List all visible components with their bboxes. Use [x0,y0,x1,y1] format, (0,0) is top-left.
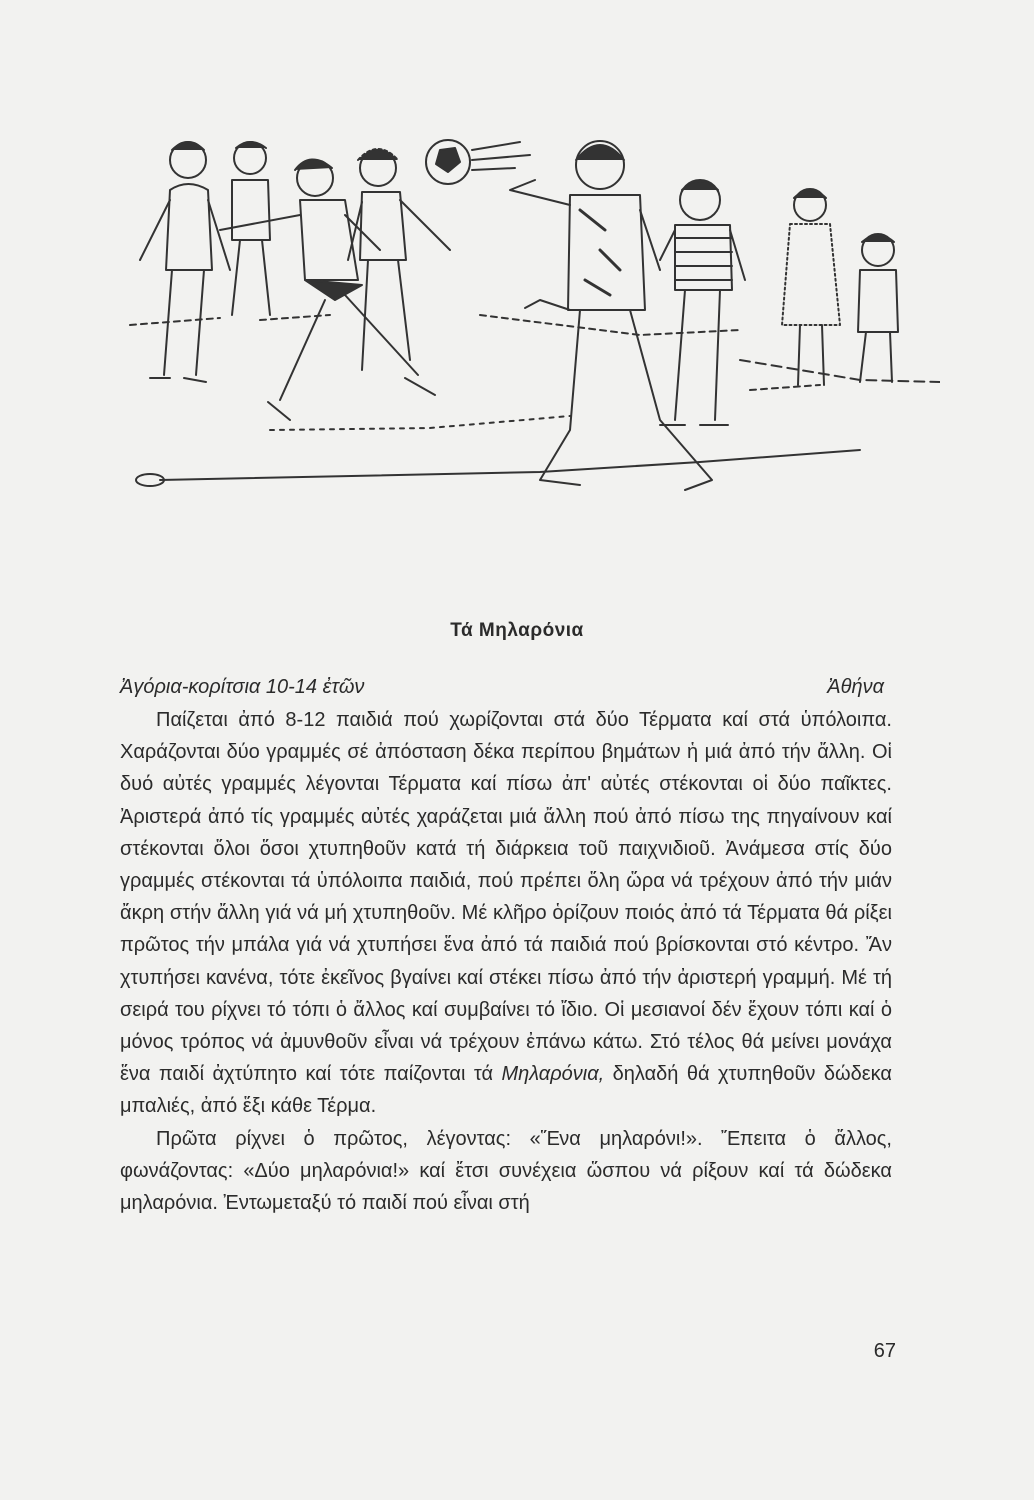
place-label: Ἀθήνα [827,676,884,698]
paragraph-1-emphasis: Μηλαρόνια, [501,1063,605,1086]
children-playing-ball-illustration [100,120,940,540]
paragraph-2: Πρῶτα ρίχνει ὁ πρῶτος, λέγοντας: «Ἕνα μηλαρόνι!». Ἔπειτα ὁ ἄλλος, φωνάζοντας: «Δύο μηλαρόνια!» καί ἔτσι συνέχεια ὥσπου νά ρίξουν καί τά δώδεκα μηλαρόνια. Ἐντωμεταξύ τό παιδί πού εἶναι στή [120,1127,892,1215]
children-playing-ball-icon [100,120,940,540]
page-number: 67 [873,1340,896,1362]
game-meta [120,676,884,702]
paragraph-1-text: Παίζεται ἀπό 8-12 παιδιά πού χωρίζονται στά δύο Τέρματα καί στά ὑπόλοιπα. Χαράζονται δύο γραμμές σέ ἀπόσταση δέκα περίπου βημάτων ἡ μιά ἀπό τήν ἄλλη. Οἱ δυό αὐτές γραμμές λέγονται Τέρματα καί πίσω ἀπ' αὐτές στέκονται οἱ δύο παῖκτες. Ἀριστερά ἀπό τίς γραμμές αὐτές χαράζεται μιά ἄλλη πού ἀπό πίσω της πηγαίνουν καί στέκονται ὅλοι ὅσοι χτυπηθοῦν κατά τή διάρκεια τοῦ παιχνιδιοῦ. Ἀνάμεσα στίς δύο γραμμές στέκονται τά ὑπόλοιπα παιδιά, πού πρέπει ὅλη ὥρα νά τρέχουν ἀπό τήν μιάν ἄκρη στήν ἄλλη γιά νά μή χτυπηθοῦν. Μέ κλῆρο ὁρίζουν ποιός ἀπό τά Τέρματα θά ρίξει πρῶτος τήν μπάλα γιά νά χτυπήσει ἕνα ἀπό τά παιδιά πού βρίσκονται στό κέντρο. Ἄν χτυπήσει κανένα, τότε ἐκεῖνος βγαίνει καί στέκει πίσω ἀπό τήν ἀριστερή γραμμή. Μέ τή σειρά του ρίχνει τό τόπι ὁ ἄλλος καί συμβαίνει τό ἴδιο. Οἱ μεσιανοί δέν ἔχουν τόπι καί ὁ μόνος τρόπος νά ἀμυνθοῦν εἶναι νά τρέχουν ἐπάνω κάτω. Στό τέλος θά μείνει μονάχα ἕνα παιδί ἀχτύπητο καί τότε παίζονται τά [120,709,892,1086]
page-title: Τά Μηλαρόνια [450,620,584,641]
paragraph-1-ending: δηλαδή θά χτυπηθοῦν δώδεκα μπαλιές, ἀπό ἕξι κάθε Τέρμα. [120,1063,892,1118]
game-description [120,704,892,1219]
audience-label: Ἀγόρια-κορίτσια 10-14 ἐτῶν [120,676,365,698]
paragraph-1 [120,704,892,1123]
